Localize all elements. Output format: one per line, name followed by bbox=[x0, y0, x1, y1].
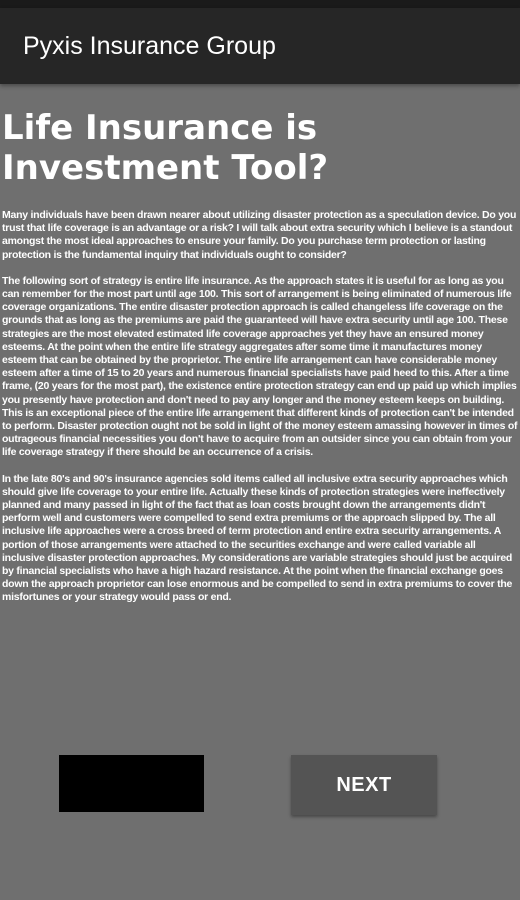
app-title: Pyxis Insurance Group bbox=[23, 32, 276, 60]
article-paragraph: The following sort of strategy is entire life insurance. As the approach states it is useful for as long as you can remember for the most part until age 100. This sort of arrangement is being eliminated of numerous life coverage organizations. The entire disaster protection approach is called changeless life coverage on the grounds that as long as the premiums are paid the guaranteed will have extra security until age 100. These strategies are the most elevated estimated life coverage approaches yet they have an ensured money esteems. At the point when the entire life strategy aggregates after some time it manufactures money esteem that can be obtained by the proprietor. The entire life arrangement can have considerable money esteem after a time of 15 to 20 years and numerous financial specialists have paid heed to this. After a time frame, (20 years for the most part), the existence entire protection strategy can end up paid up which implies you presently have protection and don't need to pay any longer and the money esteem keeps on building. This is an exceptional piece of the entire life arrangement that different kinds of protection can't be intended to perform. Disaster protection ought not be sold in light of the money esteem amassing however in times of outrageous financial necessities you don't have to acquire from an outsider since you can obtain from your life coverage strategy if there should be an occurrence of a crisis. bbox=[2, 274, 518, 459]
article-content[interactable] bbox=[0, 84, 520, 724]
app-bar bbox=[0, 8, 520, 84]
next-button[interactable]: NEXT bbox=[291, 755, 437, 815]
article-title: Life Insurance is Investment Tool? bbox=[2, 108, 329, 188]
article-paragraph: Many individuals have been drawn nearer about utilizing disaster protection as a speculation device. Do you trust that life coverage is an advantage or a risk? I will talk about extra security which I believe is a standout amongst the most ideal approaches to ensure your family. Do you purchase term protection or lasting protection is the fundamental inquiry that individuals ought to consider? bbox=[2, 209, 517, 261]
previous-button[interactable] bbox=[59, 755, 204, 812]
status-bar bbox=[0, 0, 520, 8]
article-body bbox=[2, 209, 518, 618]
article-paragraph: In the late 80's and 90's insurance agencies sold items called all inclusive extra security approaches which should give life coverage to your entire life. Actually these kinds of protection strategies were ineffectively planned and many passed in light of the fact that as loan costs brought down the arrangements didn't perform well and customers were compelled to send extra premiums or the approach slipped by. The all inclusive life approaches were a cross breed of term protection and entire extra security arrangements. A portion of those arrangements were attached to the securities exchange and were called variable all inclusive disaster protection approaches. My considerations are variable strategies should just be acquired by financial specialists who have a high hazard resistance. At the point when the financial exchange goes down the approach proprietor can lose enormous and be compelled to send in extra premiums to cover the misfortunes or your strategy would pass or end. bbox=[2, 472, 513, 604]
